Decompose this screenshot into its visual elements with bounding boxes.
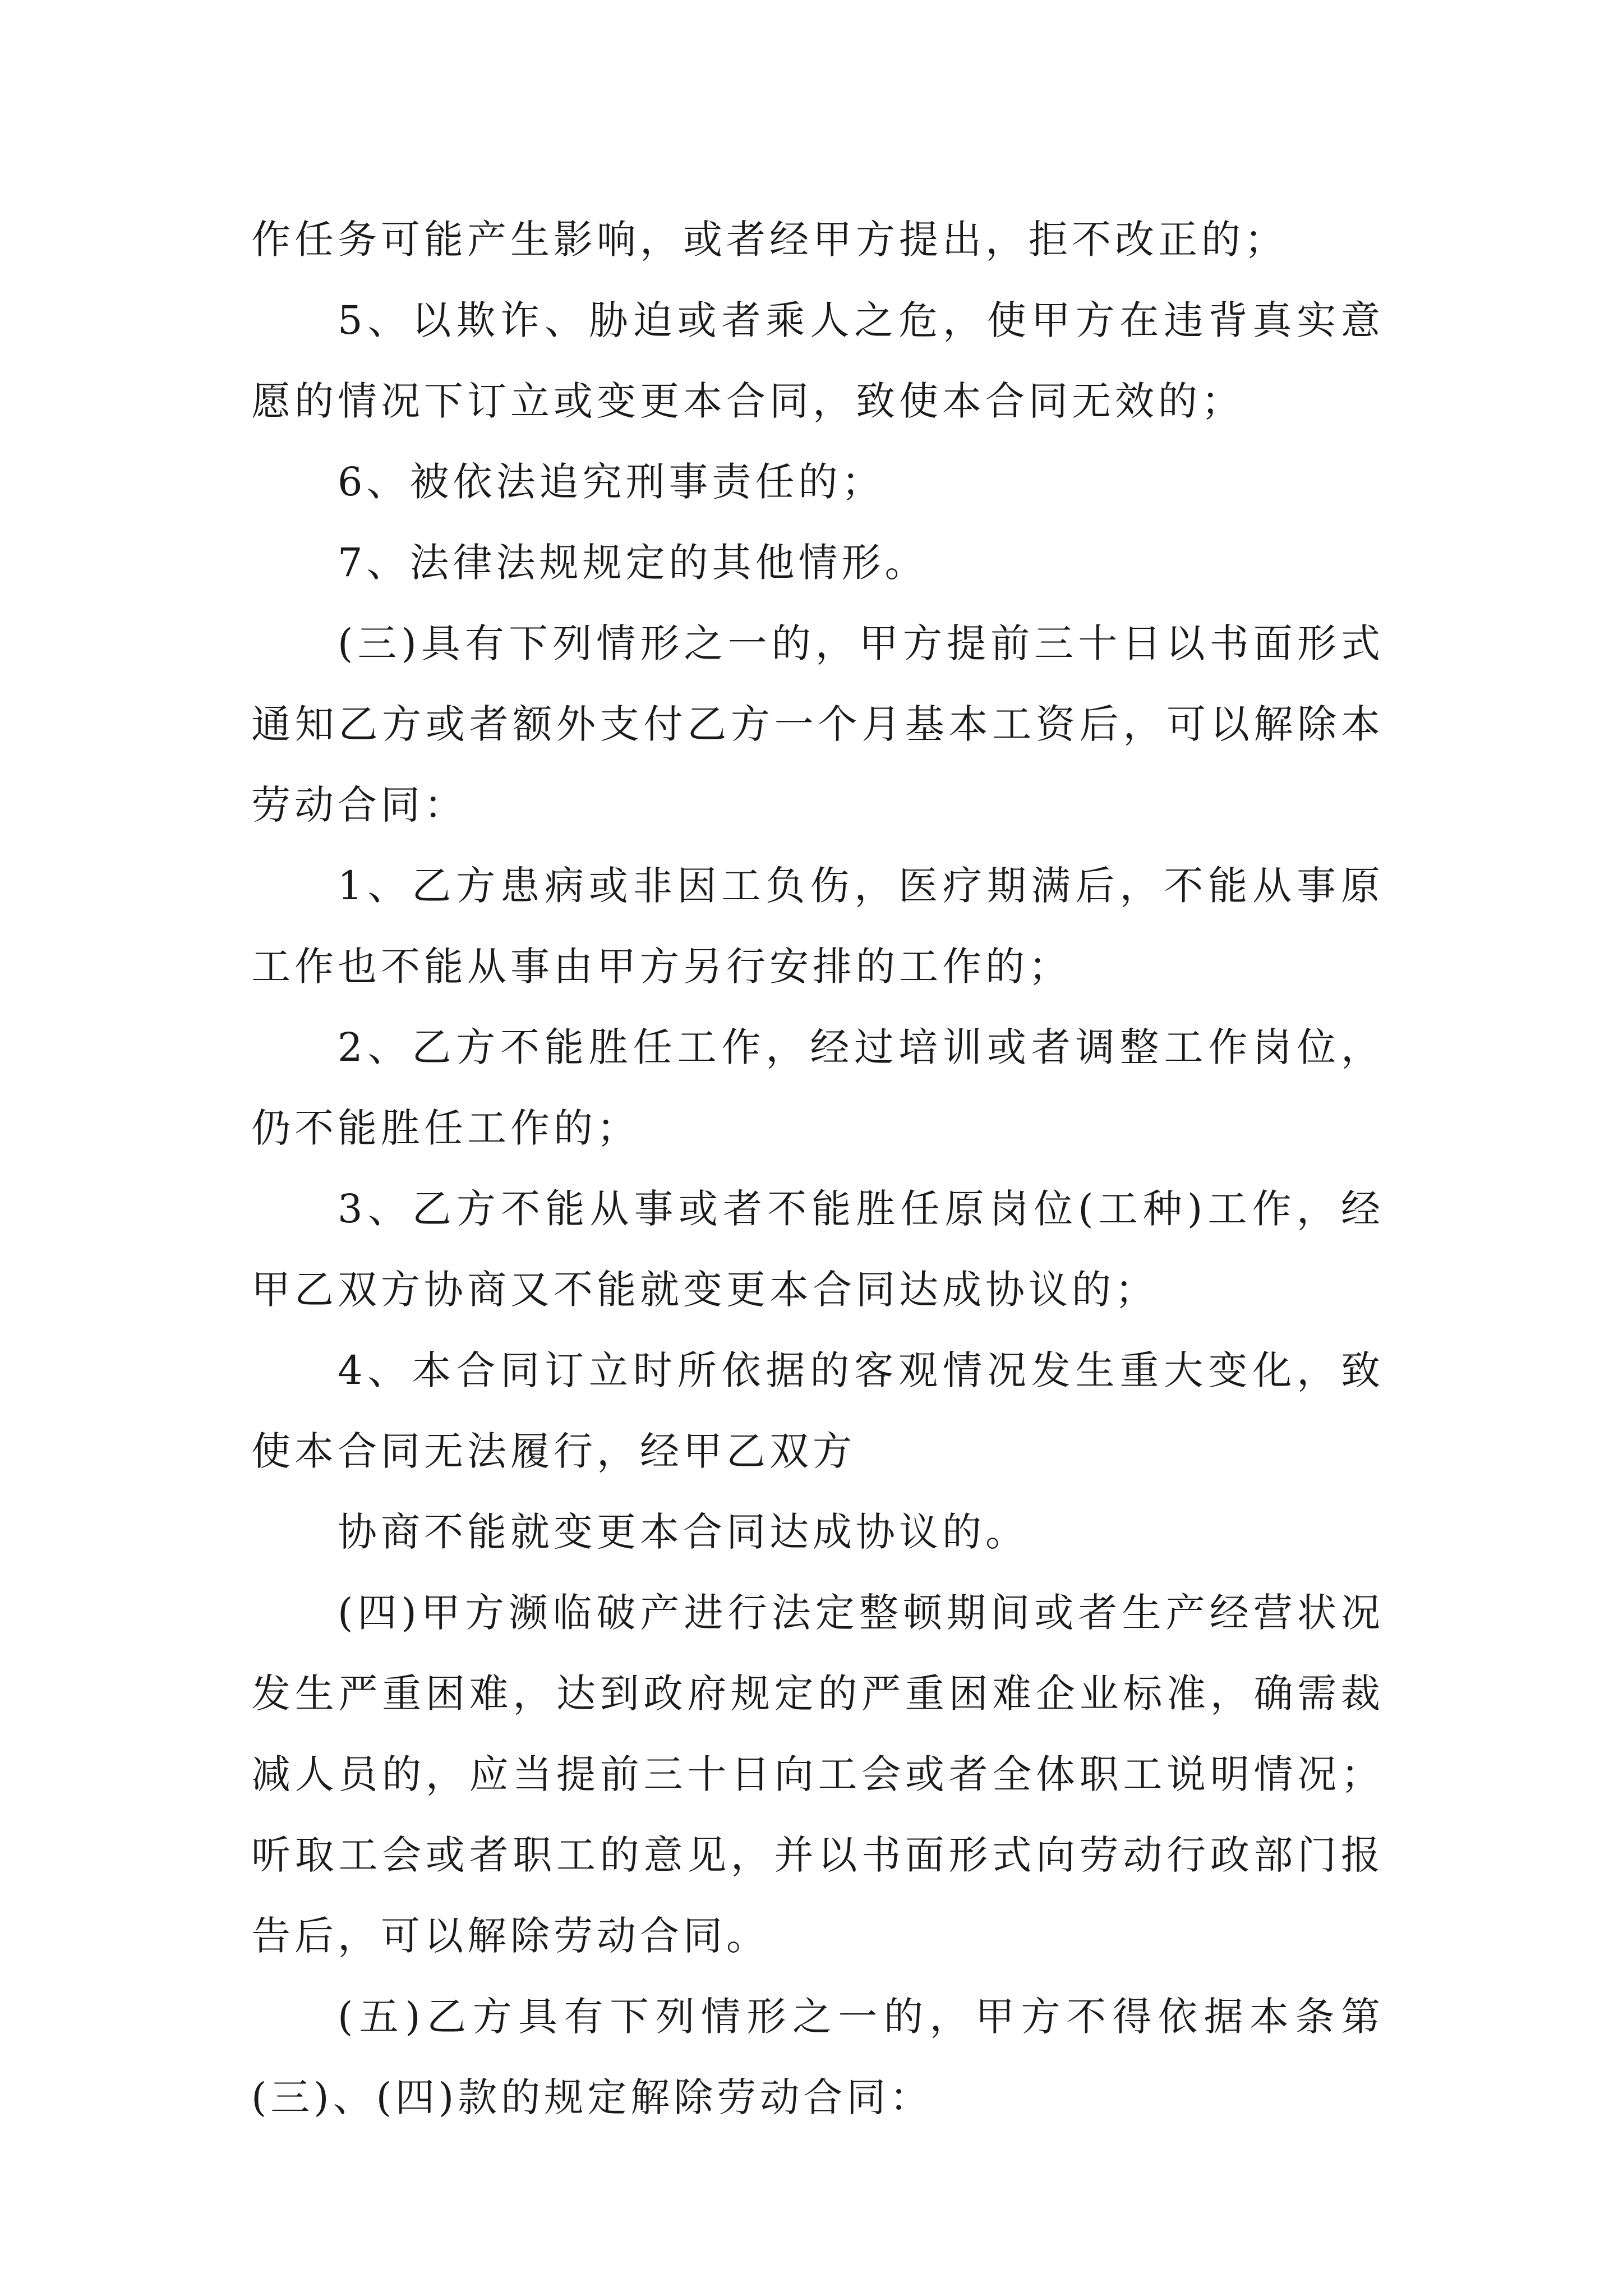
paragraph-section-3-item-4: 4、本合同订立时所依据的客观情况发生重大变化，致使本合同无法履行，经甲乙双方 xyxy=(251,1347,1384,1474)
paragraph-section-3-item-1: 1、乙方患病或非因工负伤，医疗期满后，不能从事原工作也不能从事由甲方另行安排的工作的； xyxy=(251,863,1384,990)
paragraph-section-3-item-4-continued: 协商不能就变更本合同达成协议的。 xyxy=(338,1509,1029,1555)
paragraph-section-3: (三)具有下列情形之一的，甲方提前三十日以书面形式通知乙方或者额外支付乙方一个月基本工资后，可以解除本劳动合同： xyxy=(251,620,1384,828)
paragraph-item-7: 7、法律法规规定的其他情形。 xyxy=(338,540,928,586)
paragraph-item-6: 6、被依法追究刑事责任的； xyxy=(338,459,885,505)
paragraph-section-5: (五)乙方具有下列情形之一的，甲方不得依据本条第(三)、(四)款的规定解除劳动合同： xyxy=(251,1994,1384,2120)
paragraph-section-4: (四)甲方濒临破产进行法定整顿期间或者生产经营状况发生严重困难，达到政府规定的严重困难企业标准，确需裁减人员的，应当提前三十日向工会或者全体职工说明情况；听取工会或者职工的意见，并以书面形式向劳动行政部门报告后，可以解除劳动合同。 xyxy=(251,1590,1384,1959)
paragraph-continuation: 作任务可能产生影响，或者经甲方提出，拒不改正的； xyxy=(251,217,1288,263)
paragraph-item-5: 5、以欺诈、胁迫或者乘人之危，使甲方在违背真实意愿的情况下订立或变更本合同，致使本合同无效的； xyxy=(251,297,1384,424)
paragraph-section-3-item-2: 2、乙方不能胜任工作，经过培训或者调整工作岗位，仍不能胜任工作的； xyxy=(251,1024,1384,1151)
document-body xyxy=(251,199,1384,2138)
paragraph-section-3-item-3: 3、乙方不能从事或者不能胜任原岗位(工种)工作，经甲乙双方协商又不能就变更本合同达成协议的； xyxy=(251,1186,1384,1313)
